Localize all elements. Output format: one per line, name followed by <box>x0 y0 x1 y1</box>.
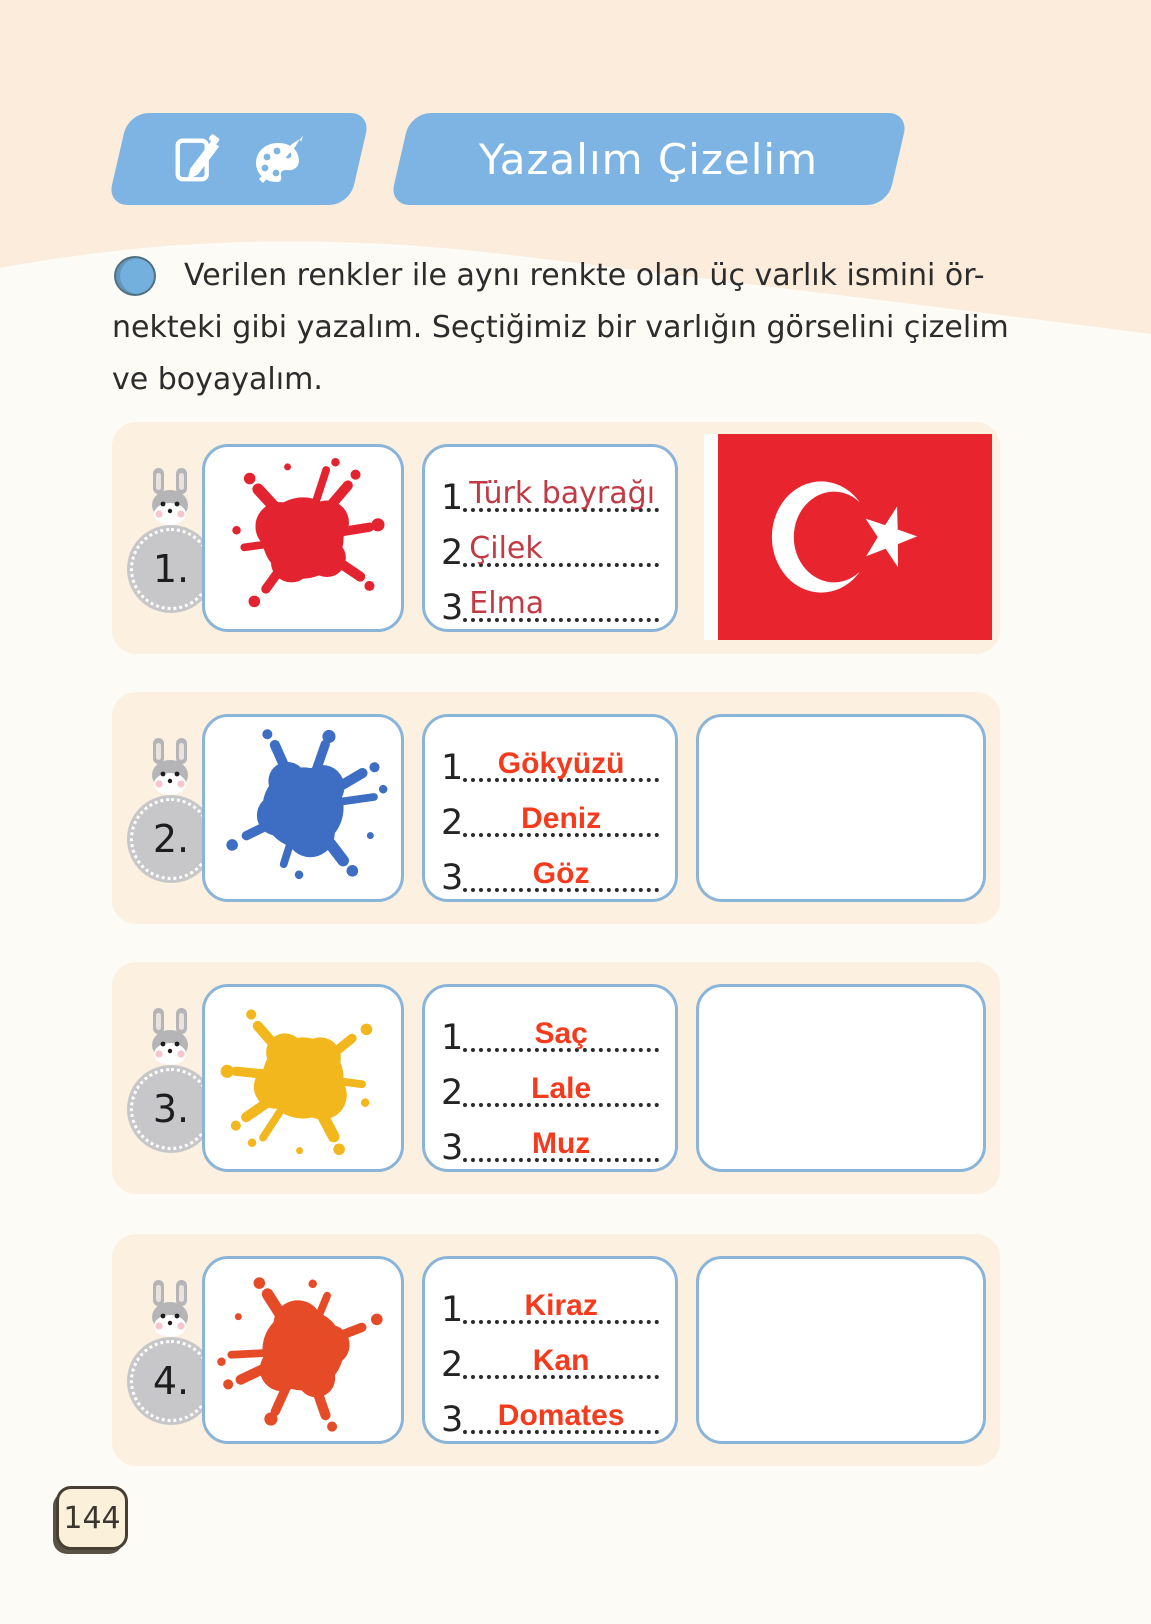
answers-box <box>422 714 678 902</box>
page-title: Yazalım Çizelim <box>479 134 819 184</box>
instruction-bullet-icon <box>114 256 156 296</box>
answer-line-3 <box>441 837 659 898</box>
answer-text: Gökyüzü <box>497 747 625 780</box>
answer-line-number: 3 <box>441 1400 464 1440</box>
orange-paint-splat-icon <box>198 1242 408 1458</box>
color-splat-box <box>202 1256 404 1444</box>
row-number: 1. <box>152 547 190 591</box>
instruction-line: nekteki gibi yazalım. Seçtiğimiz bir varlığın görselini çizelim <box>112 310 1009 345</box>
answer-field[interactable] <box>463 782 659 837</box>
answer-line-1 <box>441 997 659 1058</box>
header-title-banner <box>389 113 908 205</box>
activity-row-1 <box>112 422 1000 654</box>
answer-text: Domates <box>497 1399 625 1432</box>
drawing-box[interactable] <box>696 1256 986 1444</box>
answer-line-number: 2 <box>441 533 464 573</box>
answer-field[interactable] <box>463 457 659 512</box>
write-icon <box>171 132 225 186</box>
answer-line-number: 2 <box>441 1345 464 1385</box>
rabbit-icon <box>139 466 201 528</box>
yellow-paint-splat-icon <box>195 973 411 1183</box>
rabbit-icon <box>139 1006 201 1068</box>
blue-paint-splat-icon <box>204 706 402 911</box>
activity-row-2 <box>112 692 1000 924</box>
row-number-circle <box>130 528 212 610</box>
row-number: 4. <box>152 1359 190 1403</box>
answer-line-number: 3 <box>441 588 464 628</box>
page-number-badge <box>56 1486 128 1550</box>
red-paint-splat-icon <box>214 453 392 623</box>
answer-field[interactable] <box>463 1379 659 1434</box>
activity-row-3 <box>112 962 1000 1194</box>
answer-text: Saç <box>534 1017 588 1050</box>
answer-line-number: 1 <box>441 748 464 788</box>
paint-palette-icon <box>251 131 307 187</box>
answer-field[interactable] <box>463 1107 659 1162</box>
row-number: 2. <box>152 817 190 861</box>
answer-line-number: 2 <box>441 1073 464 1113</box>
answer-text: Deniz <box>521 802 602 835</box>
answer-text: Türk bayrağı <box>469 476 656 511</box>
instruction-line: Verilen renkler ile aynı renkte olan üç varlık ismini ör- <box>184 258 985 293</box>
answer-text: Lale <box>531 1072 592 1105</box>
answer-line-2 <box>441 512 659 573</box>
answer-text: Göz <box>532 857 590 890</box>
answer-field[interactable] <box>463 727 659 782</box>
answer-text: Muz <box>531 1127 591 1160</box>
answer-field[interactable] <box>463 1052 659 1107</box>
answer-line-number: 3 <box>441 1128 464 1168</box>
answer-field[interactable] <box>463 1324 659 1379</box>
row-number-circle <box>130 798 212 880</box>
answer-line-3 <box>441 567 659 628</box>
answer-line-1 <box>441 1269 659 1330</box>
instruction-block <box>112 250 1042 406</box>
answer-text: Çilek <box>469 531 543 566</box>
answers-box <box>422 444 678 632</box>
drawing-box[interactable] <box>696 714 986 902</box>
rabbit-icon <box>139 736 201 798</box>
answer-line-2 <box>441 782 659 843</box>
answer-line-number: 2 <box>441 803 464 843</box>
answer-line-number: 3 <box>441 858 464 898</box>
answer-line-number: 1 <box>441 1018 464 1058</box>
header-icons-tab <box>107 113 370 205</box>
answer-field[interactable] <box>463 1269 659 1324</box>
turkish-flag-icon <box>718 434 992 640</box>
turkish-flag-drawing <box>704 434 992 640</box>
answer-line-number: 1 <box>441 1290 464 1330</box>
answer-line-3 <box>441 1379 659 1440</box>
answer-field[interactable] <box>463 567 659 622</box>
activity-row-4 <box>112 1234 1000 1466</box>
color-splat-box <box>202 984 404 1172</box>
answer-field[interactable] <box>463 837 659 892</box>
answer-line-1 <box>441 457 659 518</box>
answer-text: Elma <box>469 586 545 621</box>
color-splat-box <box>202 714 404 902</box>
answer-text: Kan <box>532 1344 590 1377</box>
answer-line-3 <box>441 1107 659 1168</box>
answer-line-number: 1 <box>441 478 464 518</box>
answer-line-2 <box>441 1324 659 1385</box>
answers-box <box>422 984 678 1172</box>
instruction-line: ve boyayalım. <box>112 362 323 397</box>
answer-text: Kiraz <box>524 1289 598 1322</box>
row-number: 3. <box>152 1087 190 1131</box>
color-splat-box <box>202 444 404 632</box>
drawing-box[interactable] <box>696 984 986 1172</box>
answers-box <box>422 1256 678 1444</box>
answer-field[interactable] <box>463 512 659 567</box>
answer-line-1 <box>441 727 659 788</box>
rabbit-icon <box>139 1278 201 1340</box>
answer-field[interactable] <box>463 997 659 1052</box>
answer-line-2 <box>441 1052 659 1113</box>
page-number: 144 <box>63 1500 121 1536</box>
